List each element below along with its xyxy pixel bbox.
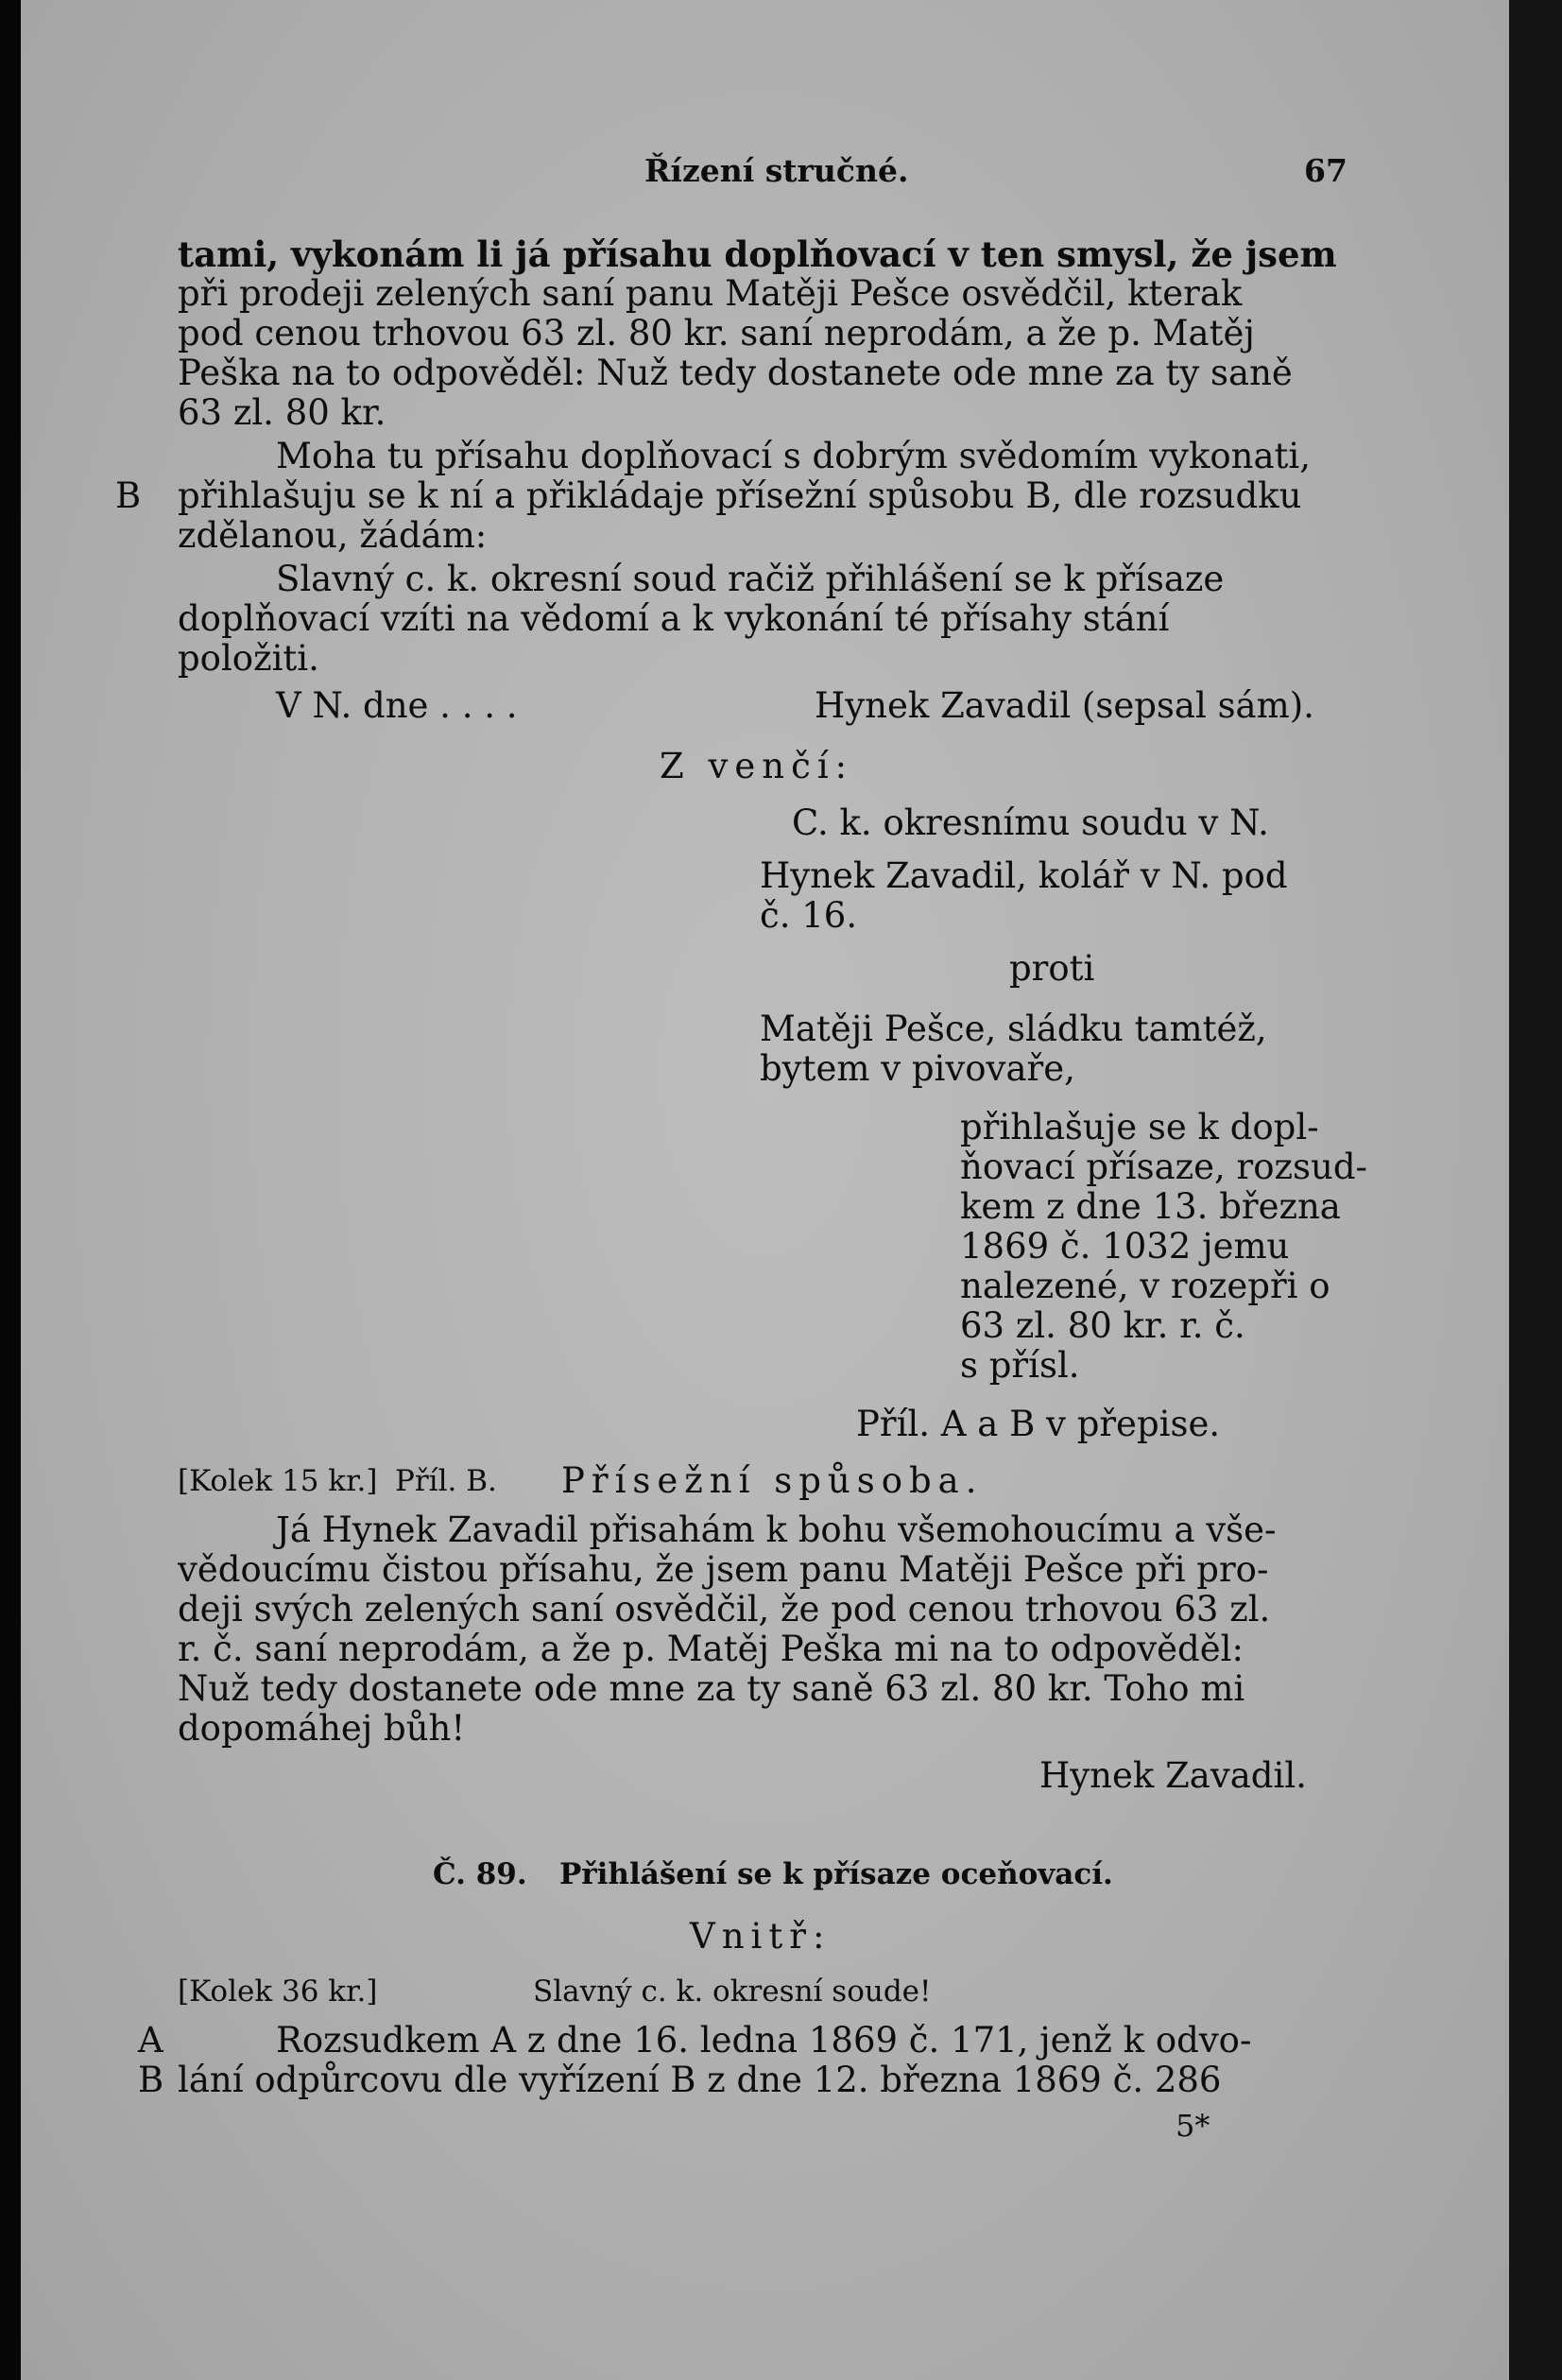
proti-label: proti [1009,948,1095,989]
oath-line: vědoucímu čistou přísahu, že jsem panu Matěji Pešce při pro- [178,1549,1269,1590]
stamp-note: [Kolek 36 kr.] [178,1975,378,2009]
subject-line: s přísl. [960,1345,1080,1386]
section-number: Č. 89. [433,1857,527,1891]
book-spine-shadow [0,0,21,2380]
court-salutation: Slavný c. k. okresní soude! [533,1975,932,2009]
signature-line: Hynek Zavadil (sepsal sám). [815,685,1314,726]
subject-line: přihlašuje se k dopl- [960,1107,1319,1147]
paragraph-3-line: položiti. [178,638,319,679]
subject-line: nalezené, v rozepři o [960,1266,1330,1306]
subject-line: ňovací přísaze, rozsud- [960,1147,1368,1187]
oath-line: r. č. saní neprodám, a že p. Matěj Peška mi na to odpověděl: [178,1629,1244,1669]
paragraph-1-line: Peška na to odpověděl: Nuž tedy dostanete ode mne za ty saně [178,353,1293,393]
plaintiff-line: Hynek Zavadil, kolář v N. pod [760,855,1288,896]
oath-line: Nuž tedy dostanete ode mne za ty saně 63 zl. 80 kr. Toho mi [178,1668,1245,1709]
margin-reference-b: B [115,475,142,516]
signature-mark: 5* [1176,2108,1210,2144]
subject-line: kem z dne 13. března [960,1186,1341,1227]
oath-signature: Hynek Zavadil. [1039,1755,1307,1796]
court-address: C. k. okresnímu soudu v N. [792,802,1269,843]
date-line: V N. dne . . . . [276,685,518,726]
oath-line: deji svých zelených saní osvědčil, že pod cenou trhovou 63 zl. [178,1589,1271,1630]
paragraph-1-line: tami, vykonám li já přísahu doplňovací v ten smysl, že jsem [178,233,1337,275]
section-line: Rozsudkem A z dne 16. ledna 1869 č. 171, jenž k odvo- [276,2020,1252,2061]
paragraph-3-line: doplňovací vzíti na vědomí a k vykonání té přísahy stání [178,598,1170,639]
oath-line: Já Hynek Zavadil přisahám k bohu všemohoucímu a vše- [276,1509,1277,1550]
outside-heading: Z venčí: [660,746,854,786]
paragraph-3-line: Slavný c. k. okresní soud račiž přihlášení se k přísaze [276,559,1225,599]
margin-reference-a: A [138,2020,163,2061]
section-title: Přihlášení se k přísaze oceňovací. [559,1857,1113,1891]
plaintiff-line: č. 16. [760,895,858,936]
paragraph-2-line: Moha tu přísahu doplňovací s dobrým svědomím vykonati, [276,436,1312,476]
paragraph-1-line: 63 zl. 80 kr. [178,392,386,433]
paragraph-1-line: pod cenou trhovou 63 zl. 80 kr. saní neprodám, a že p. Matěj [178,313,1255,354]
subject-line: 63 zl. 80 kr. r. č. [960,1305,1245,1346]
book-page [21,0,1509,2380]
paragraph-2-line: zdělanou, žádám: [178,515,488,556]
oath-heading: Přísežní spůsoba. [561,1460,984,1501]
inside-heading: Vnitř: [690,1916,832,1957]
subject-line: 1869 č. 1032 jemu [960,1226,1290,1267]
running-header-title: Řízení stručné. [644,152,909,189]
oath-line: dopomáhej bůh! [178,1708,466,1749]
paragraph-2-line: přihlašuju se k ní a přikládaje přísežní spůsobu B, dle rozsudku [178,475,1302,516]
defendant-line: Matěji Pešce, sládku tamtéž, [760,1009,1267,1049]
section-line: lání odpůrcovu dle vyřízení B z dne 12. března 1869 č. 286 [178,2060,1222,2100]
margin-reference-b: B [138,2060,164,2100]
defendant-line: bytem v pivovaře, [760,1048,1075,1089]
attachment-label: Příl. B. [395,1464,497,1498]
stamp-note: [Kolek 15 kr.] [178,1464,378,1498]
page-number: 67 [1304,152,1347,189]
attachments-note: Příl. A a B v přepise. [856,1404,1221,1444]
paragraph-1-line: při prodeji zelených saní panu Matěji Pešce osvědčil, kterak [178,273,1243,314]
